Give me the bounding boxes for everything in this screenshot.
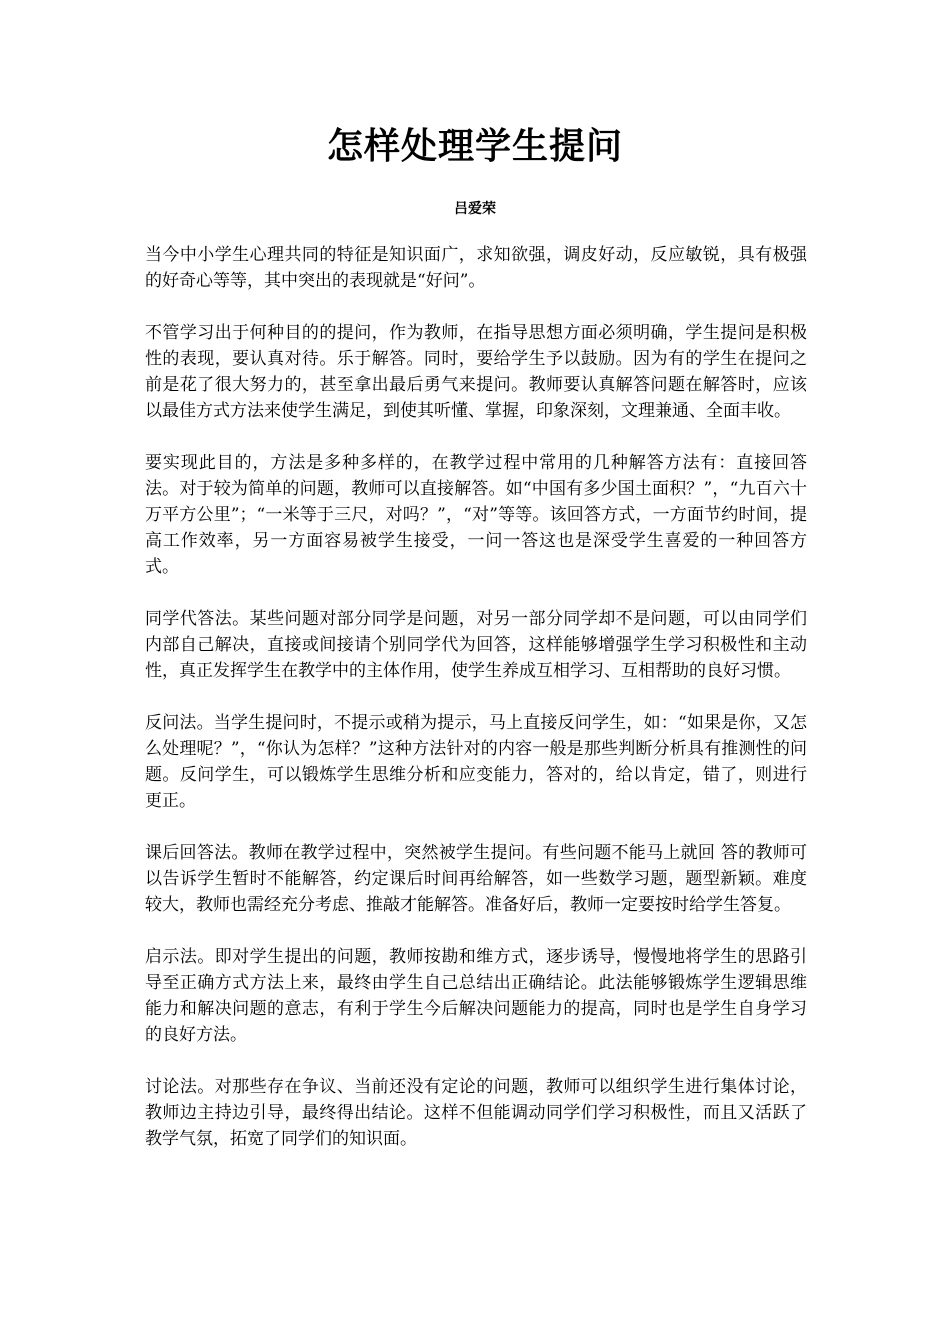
document-title: 怎样处理学生提问 <box>326 126 623 167</box>
paragraph-counter-question: 反问法。当学生提问时，不提示或稍为提示，马上直接反问学生，如：“如果是你，又怎么处理呢？”，“你认为怎样？”这种方法针对的内容一般是那些判断分析具有推测性的问题。反问学生，可以锻炼学生思维分析和应变能力，答对的，给以肯定，错了，则进行更正。 <box>145 713 807 811</box>
paragraph-peer-answer: 同学代答法。某些问题对部分同学是问题，对另一部分同学却不是问题，可以由同学们内部自己解决，直接或间接请个别同学代为回答，这样能够增强学生学习积极性和主动性，真正发挥学生在教学中的主体作用，使学生养成互相学习、互相帮助的良好习惯。 <box>145 609 807 681</box>
document-author: 吕爱荣 <box>454 201 496 217</box>
document-body <box>145 242 807 1178</box>
paragraph-attitude: 不管学习出于何种目的的提问，作为教师，在指导思想方面必须明确，学生提问是积极性的表现，要认真对待。乐于解答。同时，要给学生予以鼓励。因为有的学生在提问之前是花了很大努力的，甚至拿出最后勇气来提问。教师要认真解答问题在解答时，应该以最佳方式方法来使学生满足，到使其听懂、掌握，印象深刻，文理兼通、全面丰收。 <box>145 323 807 421</box>
paragraph-after-class: 课后回答法。教师在教学过程中，突然被学生提问。有些问题不能马上就回 答的教师可以告诉学生暂时不能解答，约定课后时间再给解答，如一些数学习题，题型新颖。难度较大，教师也需经充分考虑、推敲才能解答。准备好后，教师一定要按时给学生答复。 <box>145 843 807 915</box>
paragraph-direct-answer: 要实现此目的，方法是多种多样的，在教学过程中常用的几种解答方法有：直接回答法。对于较为简单的问题，教师可以直接解答。如“中国有多少国土面积？”，“九百六十万平方公里”；“一米等于三尺，对吗？”，“对”等等。该回答方式，一方面节约时间，提高工作效率，另一方面容易被学生接受，一问一答这也是深受学生喜爱的一种回答方式。 <box>145 453 807 577</box>
paragraph-heuristic: 启示法。即对学生提出的问题，教师按勘和维方式，逐步诱导，慢慢地将学生的思路引导至正确方式方法上来，最终由学生自己总结出正确结论。此法能够锻炼学生逻辑思维能力和解决问题的意志，有利于学生今后解决问题能力的提高，同时也是学生自身学习的良好方法。 <box>145 947 807 1045</box>
paragraph-intro: 当今中小学生心理共同的特征是知识面广，求知欲强，调皮好动，反应敏锐，具有极强的好奇心等等，其中突出的表现就是“好问”。 <box>145 245 807 291</box>
paragraph-discussion: 讨论法。对那些存在争议、当前还没有定论的问题，教师可以组织学生进行集体讨论，教师边主持边引导，最终得出结论。这样不但能调动同学们学习积极性，而且又活跃了教学气氛，拓宽了同学们的知识面。 <box>145 1077 807 1149</box>
